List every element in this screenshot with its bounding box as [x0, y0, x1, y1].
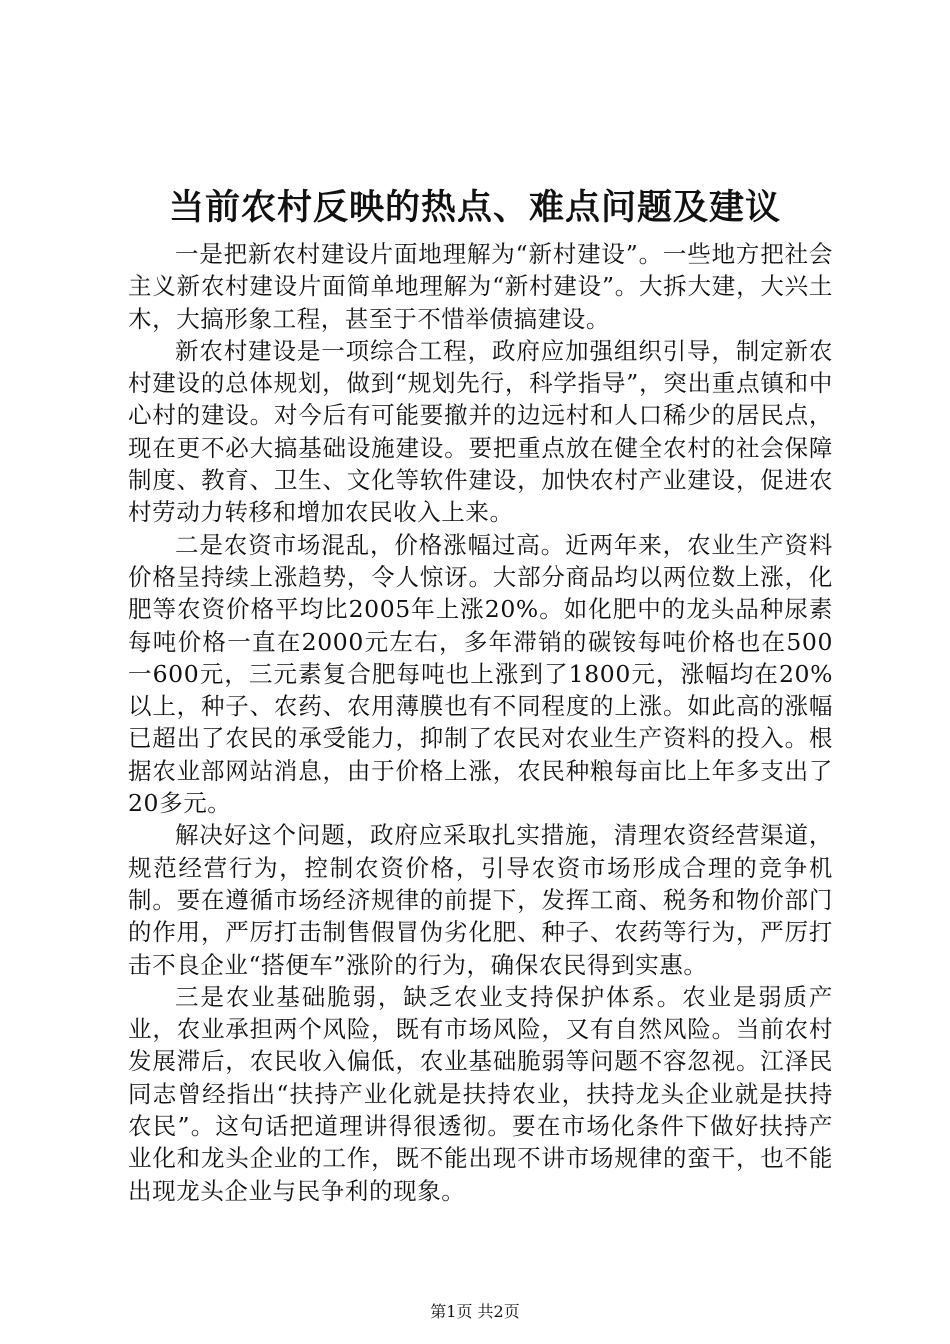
document-body: [128, 238, 833, 1207]
page-footer: 第1页 共2页: [430, 1302, 520, 1321]
paragraph-4: 解决好这个问题，政府应采取扎实措施，清理农资经营渠道，规范经营行为，控制农资价格，引导农资市场形成合理的竞争机制。要在遵循市场经济规律的前提下，发挥工商、税务和物价部门的作用，严厉打击制售假冒伪劣化肥、种子、农药等行为，严厉打击不良企业“搭便车”涨阶的行为，确保农民得到实惠。: [128, 821, 833, 979]
document-title: 当前农村反映的热点、难点问题及建议: [168, 187, 781, 228]
paragraph-5: 三是农业基础脆弱，缺乏农业支持保护体系。农业是弱质产业，农业承担两个风险，既有市场风险，又有自然风险。当前农村发展滞后，农民收入偏低，农业基础脆弱等问题不容忽视。江泽民同志曾经指出“扶持产业化就是扶持农业，扶持龙头企业就是扶持农民”。这句话把道理讲得很透彻。要在市场化条件下做好扶持产业化和龙头企业的工作，既不能出现不讲市场规律的蛮干，也不能出现龙头企业与民争利的现象。: [128, 982, 833, 1205]
paragraph-3: 二是农资市场混乱，价格涨幅过高。近两年来，农业生产资料价格呈持续上涨趋势，令人惊讶。大部分商品均以两位数上涨，化肥等农资价格平均比2005年上涨20%。如化肥中的龙头品种尿素每吨价格一直在2000元左右，多年滞销的碳铵每吨价格也在500一600元，三元素复合肥每吨也上涨到了1800元，涨幅均在20%以上，种子、农药、农用薄膜也有不同程度的上涨。如此高的涨幅已超出了农民的承受能力，抑制了农民对农业生产资料的投入。根据农业部网站消息，由于价格上涨，农民种粮每亩比上年多支出了20多元。: [128, 530, 833, 818]
paragraph-2: 新农村建设是一项综合工程，政府应加强组织引导，制定新农村建设的总体规划，做到“规划先行，科学指导”，突出重点镇和中心村的建设。对今后有可能要撤并的边远村和人口稀少的居民点，现在更不必大搞基础设施建设。要把重点放在健全农村的社会保障制度、教育、卫生、文化等软件建设，加快农村产业建设，促进农村劳动力转移和增加农民收入上来。: [128, 336, 833, 527]
paragraph-1: 一是把新农村建设片面地理解为“新村建设”。一些地方把社会主义新农村建设片面简单地理解为“新村建设”。大拆大建，大兴土木，大搞形象工程，甚至于不惜举债搞建设。: [128, 240, 833, 333]
